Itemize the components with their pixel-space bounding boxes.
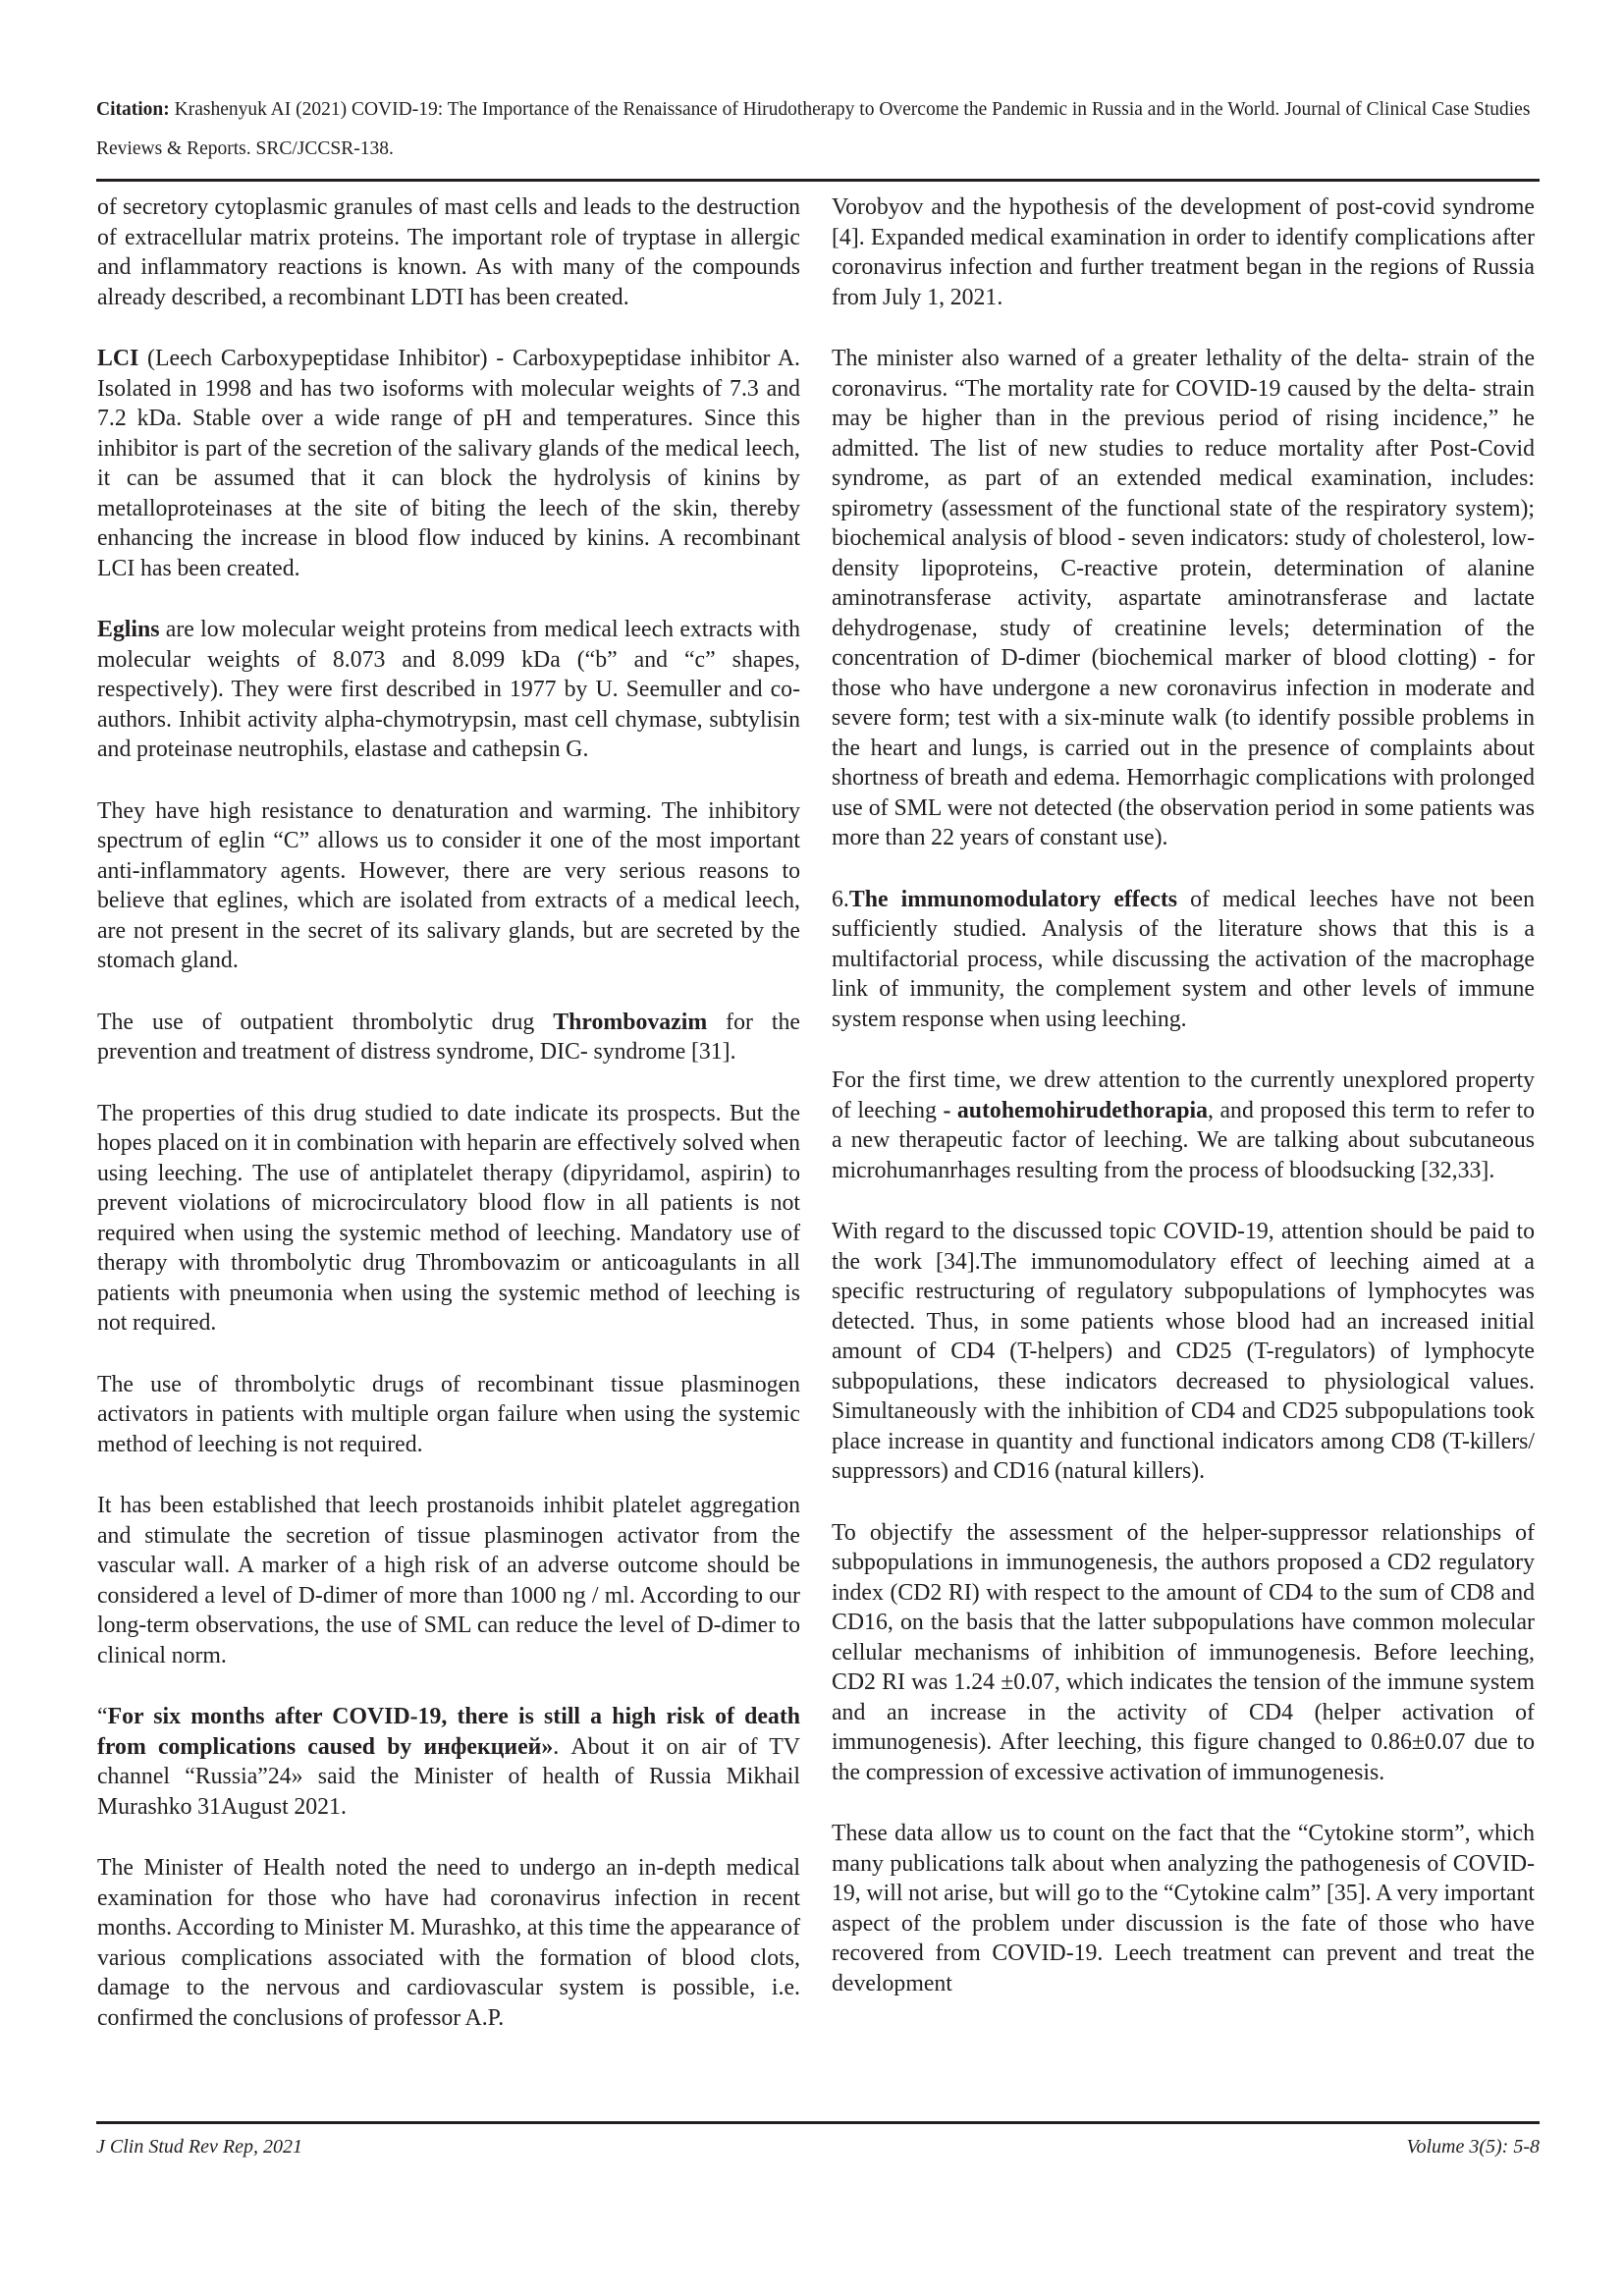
quote-headline: For six months after COVID-19, there is still a high risk of death from complications caused by инфекцией»	[97, 1704, 800, 1760]
term-autohemohirudethorapia: - autohemohirudethorapia	[943, 1097, 1209, 1123]
paragraph: These data allow us to count on the fact that the “Cytokine storm”, which many publications talk about when analyzing the pathogenesis of COVID-19, will not arise, but will go to the “Cytokine calm” [35]. A very important aspect of the problem under discussion is the fate of those who have recovered from COVID-19. Leech treatment can prevent and treat the development	[832, 1821, 1535, 1996]
paragraph: Vorobyov and the hypothesis of the development of post-covid syndrome [4]. Expanded medical examination in order to identify complications after coronavirus infection and further treatment began in the regions of Russia from July 1, 2021.	[832, 194, 1535, 310]
header-divider	[96, 179, 1540, 182]
citation-label: Citation:	[96, 99, 170, 120]
citation-text: Krashenyuk AI (2021) COVID-19: The Importance of the Renaissance of Hirudotherapy to Overcome the Pandemic in Russia and in the World. Journal of Clinical Case Studies Reviews & Reports. SRC/JCCSR-138.	[96, 99, 1531, 159]
paragraph: To objectify the assessment of the helper-suppressor relationships of subpopulations in immunogenesis, the authors proposed a CD2 regulatory index (CD2 RI) with respect to the amount of CD4 to the sum of CD8 and CD16, on the basis that the latter subpopulations have common molecular cellular mechanisms of inhibition of immunogenesis. Before leeching, CD2 RI was 1.24 ±0.07, which indicates the tension of the immune system and an increase in the activity of CD4 (helper activation of immunogenesis). After leeching, this figure changed to 0.86±0.07 due to the compression of excessive activation of immunogenesis.	[832, 1519, 1535, 1785]
term-eglins: Eglins	[97, 617, 160, 642]
paragraph: The properties of this drug studied to date indicate its prospects. But the hopes placed on it in combination with heparin are effectively solved when using leeching. The use of antiplatelet therapy (dipyridamol, aspirin) to prevent violations of microcirculatory blood flow in all patients is not required when using the systemic method of leeching. Mandatory use of therapy with thrombolytic drug Thrombovazim or anticoagulants in all patients with pneumonia when using the systemic method of leeching is not required.	[97, 1100, 800, 1336]
left-column	[97, 192, 800, 2064]
paragraph: The minister also warned of a greater lethality of the delta- strain of the coronavirus. “The mortality rate for COVID-19 caused by the delta- strain may be higher than in the previous period of rising incidence,” he admitted. The list of new studies to reduce mortality after Post-Covid syndrome, as part of an extended medical examination, includes: spirometry (assessment of the functional state of the respiratory system); biochemical analysis of blood - seven indicators: study of cholesterol, low-density lipoproteins, C-reactive protein, determination of alanine aminotransferase activity, aspartate aminotransferase and lactate dehydrogenase, study of creatinine levels; determination of the concentration of D-dimer (biochemical marker of blood clotting) - for those who have undergone a new coronavirus infection in moderate and severe form; test with a six-minute walk (to identify possible problems in the heart and lungs, is carried out in the presence of complaints about shortness of breath and edema. Hemorrhagic complications with prolonged use of SML were not detected (the observation period in some patients was more than 22 years of constant use).	[832, 346, 1535, 850]
paragraph: Eglins are low molecular weight proteins from medical leech extracts with molecular weights of 8.073 and 8.099 kDa (“b” and “c” shapes, respectively). They were first described in 1977 by U. Seemuller and co-authors. Inhibit activity alpha-chymotrypsin, mast cell chymase, subtylisin and proteinase neutrophils, elastase and cathepsin G.	[97, 617, 800, 762]
paragraph: It has been established that leech prostanoids inhibit platelet aggregation and stimulate the secretion of tissue plasminogen activator from the vascular wall. A marker of a high risk of an adverse outcome should be considered a level of D-dimer of more than 1000 ng / ml. According to our long-term observations, the use of SML can reduce the level of D-dimer to clinical norm.	[97, 1493, 800, 1668]
paragraph: They have high resistance to denaturation and warming. The inhibitory spectrum of eglin “C” allows us to consider it one of the most important anti-inflammatory agents. However, there are very serious reasons to believe that eglines, which are isolated from extracts of a medical leech, are not present in the secret of its salivary glands, but are secreted by the stomach gland.	[97, 797, 800, 973]
term-lci: LCI	[97, 346, 139, 371]
paragraph: of secretory cytoplasmic granules of mast cells and leads to the destruction of extracellular matrix proteins. The important role of tryptase in allergic and inflammatory reactions is known. As with many of the compounds already described, a recombinant LDTI has been created.	[97, 194, 800, 310]
paragraph: The Minister of Health noted the need to undergo an in-depth medical examination for those who have had coronavirus infection in recent months. According to Minister M. Murashko, at this time the appearance of various complications associated with the formation of blood clots, damage to the nervous and cardiovascular system is possible, i.e. confirmed the conclusions of professor A.P.	[97, 1855, 800, 2031]
citation-header	[96, 90, 1540, 169]
term-immunomodulatory: The immunomodulatory effects	[848, 886, 1178, 912]
footer-divider	[96, 2121, 1540, 2124]
paragraph: With regard to the discussed topic COVID-19, attention should be paid to the work [34].The immunomodulatory effect of leeching aimed at a specific restructuring of regulatory subpopulations of lymphocytes was detected. Thus, in some patients whose blood had an increased initial amount of CD4 (T-helpers) and CD25 (T-regulators) of lymphocyte subpopulations, these indicators decreased to physiological values. Simultaneously with the inhibition of CD4 and CD25 subpopulations took place increase in quantity and functional indicators among CD8 (T-killers/ suppressors) and CD16 (natural killers).	[832, 1219, 1535, 1484]
term-thrombovazim: Thrombovazim	[553, 1009, 708, 1035]
footer-volume: Volume 3(5): 5-8	[1406, 2136, 1540, 2158]
paragraph: “For six months after COVID-19, there is still a high risk of death from complications caused by инфекцией». About it on air of TV channel “Russia”24» said the Minister of health of Russia Mikhail Murashko 31August 2021.	[97, 1704, 800, 1820]
right-column	[832, 192, 1535, 2030]
paragraph: The use of outpatient thrombolytic drug Thrombovazim for the prevention and treatment of distress syndrome, DIC- syndrome [31].	[97, 1009, 800, 1065]
paragraph: The use of thrombolytic drugs of recombinant tissue plasminogen activators in patients with multiple organ failure when using the systemic method of leeching is not required.	[97, 1371, 800, 1457]
footer-journal: J Clin Stud Rev Rep, 2021	[96, 2136, 302, 2158]
paragraph: LCI (Leech Carboxypeptidase Inhibitor) - Carboxypeptidase inhibitor A. Isolated in 1998 and has two isoforms with molecular weights of 7.3 and 7.2 kDa. Stable over a wide range of pH and temperatures. Since this inhibitor is part of the secretion of the salivary glands of the medical leech, it can be assumed that it can block the hydrolysis of kinins by metalloproteinases at the site of biting the leech of the skin, thereby enhancing the increase in blood flow induced by kinins. A recombinant LCI has been created.	[97, 346, 800, 581]
paragraph: 6.The immunomodulatory effects of medical leeches have not been sufficiently studied. Analysis of the literature shows that this is a multifactorial process, while discussing the activation of the macrophage link of immunity, the complement system and other levels of immune system response when using leeching.	[832, 886, 1535, 1032]
paragraph: For the first time, we drew attention to the currently unexplored property of leeching - autohemohirudethorapia, and proposed this term to refer to a new therapeutic factor of leeching. We are talking about subcutaneous microhumanrhages resulting from the process of bloodsucking [32,33].	[832, 1067, 1535, 1183]
